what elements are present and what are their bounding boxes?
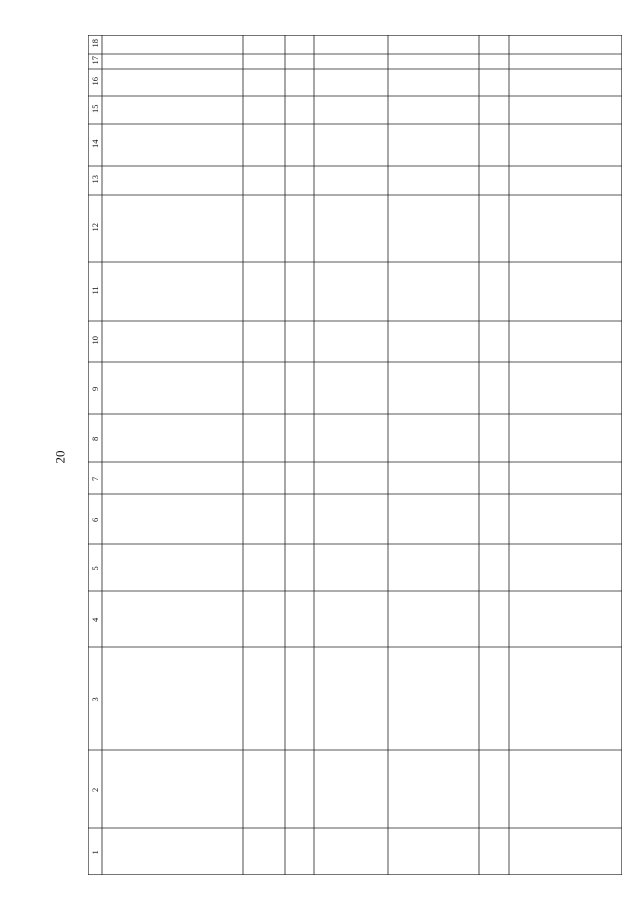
page-number [50, 444, 70, 470]
header-col-1: 1 [90, 850, 100, 855]
budget-table [88, 35, 622, 875]
header-col-2: 2 [90, 787, 100, 792]
header-col-17: 17 [90, 56, 100, 65]
page-number-text: 20 [52, 450, 67, 464]
header-col-10: 10 [90, 336, 100, 345]
header-col-18: 18 [90, 39, 100, 48]
header-col-7: 7 [90, 476, 100, 481]
header-col-6: 6 [90, 517, 100, 522]
header-col-4: 4 [90, 617, 100, 622]
header-col-16: 16 [90, 77, 100, 86]
header-col-13: 13 [90, 175, 100, 184]
header-col-11: 11 [90, 286, 100, 295]
header-col-5: 5 [90, 566, 100, 571]
header-col-12: 12 [90, 223, 100, 232]
header-col-15: 15 [90, 104, 100, 113]
header-col-14: 14 [90, 139, 100, 148]
header-col-9: 9 [90, 386, 100, 391]
header-col-8: 8 [90, 436, 100, 441]
header-col-3: 3 [90, 697, 100, 702]
